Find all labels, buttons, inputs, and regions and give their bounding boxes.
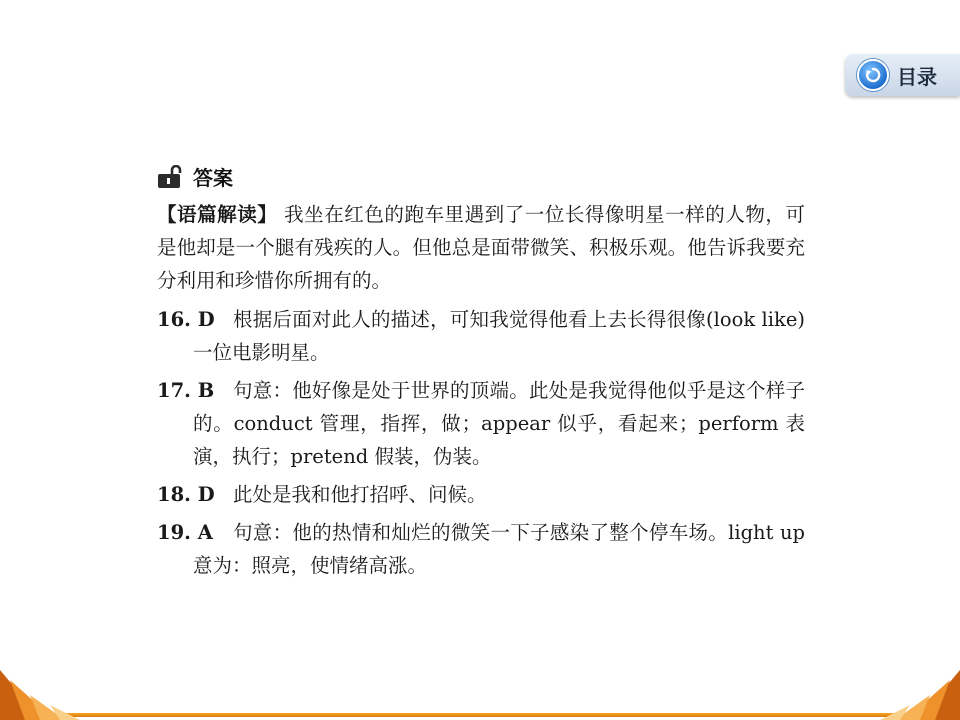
corner-decoration-left: [0, 660, 100, 720]
answer-number: 19. A: [157, 521, 213, 544]
answer-explanation: 句意：他的热情和灿烂的微笑一下子感染了整个停车场。light up 意为：照亮，使情绪高涨。: [193, 521, 805, 577]
bottom-divider: [0, 713, 960, 717]
answer-item-19: [157, 516, 805, 582]
answer-explanation: 句意：他好像是处于世界的顶端。此处是我觉得他似乎是这个样子的。conduct 管理，指挥，做；appear 似乎，看起来；perform 表演，执行；pretend 假装，伪装。: [193, 379, 805, 468]
answer-number: 17. B: [157, 379, 215, 402]
answer-explanation: 此处是我和他打招呼、问候。: [233, 483, 487, 506]
answer-number: 18. D: [157, 483, 215, 506]
answer-item-17: [157, 374, 805, 473]
answer-header: [157, 162, 233, 191]
toc-button[interactable]: [845, 54, 960, 96]
answer-title: 答案: [193, 166, 233, 190]
summary-label: 【语篇解读】: [157, 203, 278, 226]
summary-text: 我坐在红色的跑车里遇到了一位长得像明星一样的人物，可是他却是一个腿有残疾的人。但他总是面带微笑、积极乐观。他告诉我要充分利用和珍惜你所拥有的。: [157, 203, 805, 292]
lock-open-icon: [157, 165, 185, 189]
answer-item-16: [157, 303, 805, 369]
answer-explanation: 根据后面对此人的描述，可知我觉得他看上去长得很像(look like)一位电影明星。: [193, 308, 805, 364]
corner-decoration-right: [860, 660, 960, 720]
answer-content: [157, 198, 805, 587]
answer-item-18: [157, 478, 805, 511]
refresh-arrow-icon: [857, 59, 889, 91]
answer-number: 16. D: [157, 308, 215, 331]
toc-label: 目录: [897, 64, 937, 89]
summary-paragraph: [157, 198, 805, 297]
